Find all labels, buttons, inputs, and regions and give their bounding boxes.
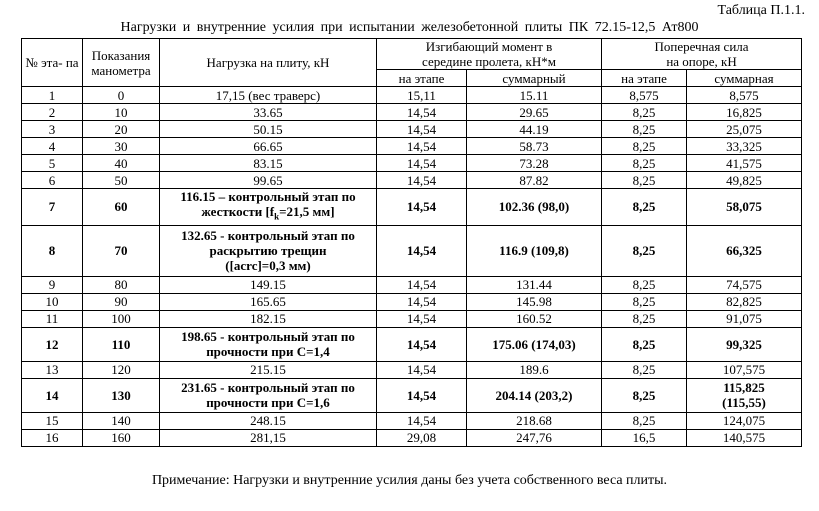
cell-moment-total: 58.73	[467, 138, 602, 155]
cell-moment-stage: 14,54	[377, 310, 467, 327]
cell-shear-stage: 8,25	[602, 189, 687, 226]
table-row	[22, 429, 802, 446]
cell-manometer: 70	[83, 225, 160, 276]
cell-moment-total: 102.36 (98,0)	[467, 189, 602, 226]
cell-shear-stage: 16,5	[602, 429, 687, 446]
cell-stage: 10	[22, 293, 83, 310]
cell-moment-stage: 14,54	[377, 155, 467, 172]
cell-shear-stage: 8,25	[602, 361, 687, 378]
table-row	[22, 155, 802, 172]
load-line: жесткости [f	[201, 204, 275, 219]
cell-moment-total: 189.6	[467, 361, 602, 378]
cell-stage: 11	[22, 310, 83, 327]
cell-shear-total	[687, 378, 802, 412]
cell-moment-total: 247,76	[467, 429, 602, 446]
cell-moment-total: 160.52	[467, 310, 602, 327]
table-row	[22, 121, 802, 138]
table-row	[22, 172, 802, 189]
cell-moment-total: 87.82	[467, 172, 602, 189]
cell-load: 66.65	[160, 138, 377, 155]
table-row-control	[22, 225, 802, 276]
cell-load: 149.15	[160, 276, 377, 293]
header-load: Нагрузка на плиту, кН	[160, 39, 377, 87]
cell-shear-total: 33,325	[687, 138, 802, 155]
header-shear: Поперечная сила на опоре, кН	[602, 39, 802, 70]
cell-shear-stage: 8,25	[602, 276, 687, 293]
table-row	[22, 138, 802, 155]
cell-load	[160, 189, 377, 226]
cell-moment-total: 204.14 (203,2)	[467, 378, 602, 412]
cell-load: 281,15	[160, 429, 377, 446]
cell-load: 99.65	[160, 172, 377, 189]
header-stage: № эта- па	[22, 39, 83, 87]
cell-manometer: 100	[83, 310, 160, 327]
cell-moment-stage: 14,54	[377, 293, 467, 310]
table-row	[22, 412, 802, 429]
cell-moment-total: 175.06 (174,03)	[467, 327, 602, 361]
table-row	[22, 104, 802, 121]
cell-moment-stage: 14,54	[377, 172, 467, 189]
header-manometer: Показания манометра	[83, 39, 160, 87]
cell-moment-stage: 29,08	[377, 429, 467, 446]
cell-stage: 6	[22, 172, 83, 189]
cell-shear-total: 140,575	[687, 429, 802, 446]
shear-total-line: (115,55)	[722, 395, 766, 411]
cell-shear-stage: 8,575	[602, 87, 687, 104]
load-line: =21,5 мм]	[279, 204, 335, 219]
cell-shear-stage: 8,25	[602, 225, 687, 276]
cell-shear-total: 107,575	[687, 361, 802, 378]
cell-load: 248.15	[160, 412, 377, 429]
table-row-control	[22, 189, 802, 226]
cell-load: 83.15	[160, 155, 377, 172]
cell-stage: 8	[22, 225, 83, 276]
cell-shear-stage: 8,25	[602, 378, 687, 412]
cell-stage: 14	[22, 378, 83, 412]
cell-stage: 5	[22, 155, 83, 172]
loads-table	[21, 38, 802, 447]
cell-manometer: 120	[83, 361, 160, 378]
cell-shear-total: 124,075	[687, 412, 802, 429]
cell-stage: 15	[22, 412, 83, 429]
cell-stage: 3	[22, 121, 83, 138]
cell-manometer: 60	[83, 189, 160, 226]
cell-stage: 2	[22, 104, 83, 121]
header-moment-stage: на этапе	[377, 70, 467, 87]
cell-shear-stage: 8,25	[602, 172, 687, 189]
cell-moment-stage: 14,54	[377, 327, 467, 361]
cell-manometer: 90	[83, 293, 160, 310]
cell-load: 182.15	[160, 310, 377, 327]
shear-total-line: 115,825	[723, 380, 765, 396]
table-label: Таблица П.1.1.	[717, 3, 805, 18]
cell-moment-stage: 14,54	[377, 138, 467, 155]
cell-moment-total: 29.65	[467, 104, 602, 121]
header-shear-stage: на этапе	[602, 70, 687, 87]
header-moment-total: суммарный	[467, 70, 602, 87]
cell-shear-stage: 8,25	[602, 293, 687, 310]
cell-stage: 9	[22, 276, 83, 293]
cell-shear-stage: 8,25	[602, 138, 687, 155]
load-line: раскрытию трещин	[209, 243, 327, 259]
cell-shear-total: 49,825	[687, 172, 802, 189]
cell-load: 17,15 (вес траверс)	[160, 87, 377, 104]
cell-shear-total: 66,325	[687, 225, 802, 276]
cell-shear-stage: 8,25	[602, 155, 687, 172]
cell-manometer: 110	[83, 327, 160, 361]
cell-load: 215.15	[160, 361, 377, 378]
cell-manometer: 50	[83, 172, 160, 189]
table-note: Примечание: Нагрузки и внутренние усилия даны без учета собственного веса плиты.	[151, 473, 668, 488]
table-row	[22, 361, 802, 378]
cell-stage: 13	[22, 361, 83, 378]
cell-moment-total: 44.19	[467, 121, 602, 138]
cell-shear-total: 58,075	[687, 189, 802, 226]
cell-shear-stage: 8,25	[602, 121, 687, 138]
cell-moment-stage: 14,54	[377, 104, 467, 121]
load-line: ([acrc]=0,3 мм)	[225, 258, 311, 274]
cell-manometer: 40	[83, 155, 160, 172]
cell-load	[160, 378, 377, 412]
cell-moment-total: 145.98	[467, 293, 602, 310]
cell-stage: 4	[22, 138, 83, 155]
cell-shear-stage: 8,25	[602, 327, 687, 361]
cell-manometer: 140	[83, 412, 160, 429]
cell-manometer: 10	[83, 104, 160, 121]
load-line: прочности при C=1,4	[206, 344, 330, 360]
cell-manometer: 80	[83, 276, 160, 293]
cell-moment-total: 15.11	[467, 87, 602, 104]
load-line: прочности при C=1,6	[206, 395, 330, 411]
cell-load: 50.15	[160, 121, 377, 138]
cell-manometer: 0	[83, 87, 160, 104]
cell-moment-total: 131.44	[467, 276, 602, 293]
table-caption: Нагрузки и внутренние усилия при испытании железобетонной плиты ПК 72.15-12,5 Ат800	[120, 20, 699, 35]
cell-moment-stage: 15,11	[377, 87, 467, 104]
cell-moment-stage: 14,54	[377, 225, 467, 276]
cell-moment-total: 218.68	[467, 412, 602, 429]
cell-shear-total: 25,075	[687, 121, 802, 138]
header-moment: Изгибающий момент в середине пролета, кН*м	[377, 39, 602, 70]
cell-moment-total: 73.28	[467, 155, 602, 172]
cell-shear-total: 16,825	[687, 104, 802, 121]
cell-stage: 16	[22, 429, 83, 446]
load-line: 116.15 – контрольный этап по	[180, 189, 356, 204]
cell-manometer: 130	[83, 378, 160, 412]
cell-manometer: 30	[83, 138, 160, 155]
cell-shear-total: 91,075	[687, 310, 802, 327]
cell-moment-stage: 14,54	[377, 276, 467, 293]
cell-shear-stage: 8,25	[602, 310, 687, 327]
cell-load: 165.65	[160, 293, 377, 310]
table-row-control	[22, 327, 802, 361]
cell-load	[160, 225, 377, 276]
table-row	[22, 293, 802, 310]
cell-shear-total: 8,575	[687, 87, 802, 104]
cell-moment-total: 116.9 (109,8)	[467, 225, 602, 276]
load-line: 231.65 - контрольный этап по	[181, 380, 355, 396]
cell-manometer: 160	[83, 429, 160, 446]
cell-load	[160, 327, 377, 361]
cell-stage: 12	[22, 327, 83, 361]
cell-load: 33.65	[160, 104, 377, 121]
load-line: 198.65 - контрольный этап по	[181, 329, 355, 345]
cell-shear-total: 82,825	[687, 293, 802, 310]
cell-stage: 7	[22, 189, 83, 226]
cell-shear-stage: 8,25	[602, 412, 687, 429]
cell-moment-stage: 14,54	[377, 361, 467, 378]
cell-manometer: 20	[83, 121, 160, 138]
header-shear-total: суммарная	[687, 70, 802, 87]
cell-moment-stage: 14,54	[377, 189, 467, 226]
cell-moment-stage: 14,54	[377, 378, 467, 412]
load-line: 132.65 - контрольный этап по	[181, 228, 355, 244]
table-row	[22, 276, 802, 293]
load-subscript: k	[274, 211, 280, 222]
cell-shear-total: 74,575	[687, 276, 802, 293]
table-row	[22, 87, 802, 104]
cell-moment-stage: 14,54	[377, 121, 467, 138]
table-row-control	[22, 378, 802, 412]
table-row	[22, 310, 802, 327]
cell-shear-total: 99,325	[687, 327, 802, 361]
cell-stage: 1	[22, 87, 83, 104]
cell-shear-total: 41,575	[687, 155, 802, 172]
cell-moment-stage: 14,54	[377, 412, 467, 429]
cell-shear-stage: 8,25	[602, 104, 687, 121]
